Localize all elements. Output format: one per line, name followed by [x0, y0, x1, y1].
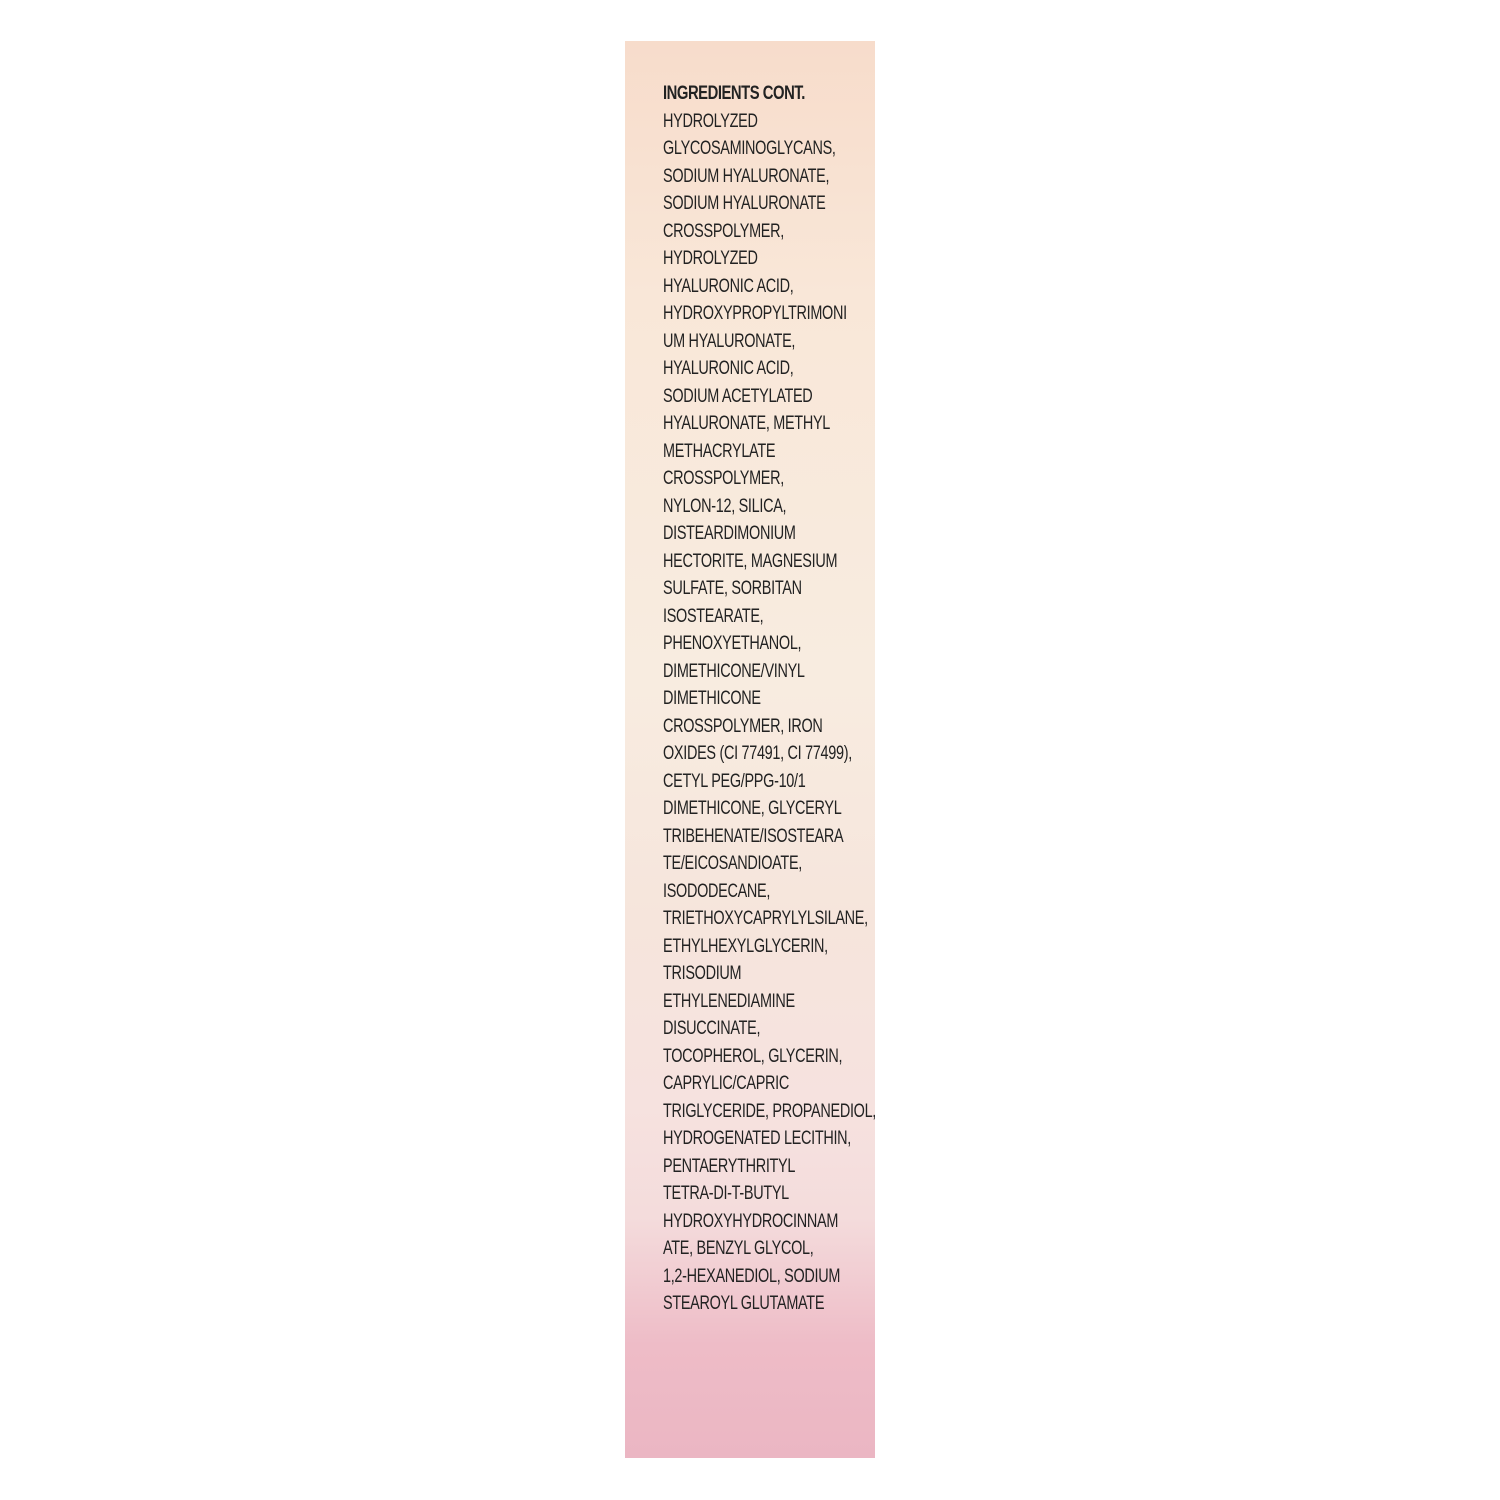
ingredient-line: ATE, BENZYL GLYCOL,	[663, 1238, 814, 1259]
ingredient-line: ISODODECANE,	[663, 880, 771, 902]
ingredient-line: HYDROXYPROPYLTRIMONI	[663, 303, 847, 324]
ingredient-line: ETHYLHEXYLGLYCERIN,	[663, 935, 828, 957]
ingredient-line: HECTORITE, MAGNESIUM	[663, 550, 838, 572]
ingredient-line: PENTAERYTHRITYL	[663, 1155, 796, 1177]
ingredient-line: DIMETHICONE, GLYCERYL	[663, 798, 842, 819]
ingredient-line: TRIGLYCERIDE, PROPANEDIOL,	[663, 1100, 877, 1122]
ingredient-line: HYDROLYZED	[663, 248, 758, 269]
ingredient-line: SODIUM ACETYLATED	[663, 385, 813, 407]
ingredient-line: CROSSPOLYMER, IRON	[663, 715, 823, 737]
ingredient-line: DISUCCINATE,	[663, 1018, 761, 1039]
ingredient-line: HYDROXYHYDROCINNAM	[663, 1210, 839, 1232]
ingredient-line: PHENOXYETHANOL,	[663, 633, 802, 654]
ingredient-line: ETHYLENEDIAMINE	[663, 990, 795, 1012]
ingredient-line: CROSSPOLYMER,	[663, 468, 784, 489]
ingredients-heading: INGREDIENTS CONT.	[663, 83, 805, 104]
ingredients-text-block	[663, 80, 877, 1318]
ingredient-line: TRIETHOXYCAPRYLYLSILANE,	[663, 908, 868, 929]
ingredient-line: OXIDES (CI 77491, CI 77499),	[663, 743, 852, 764]
ingredient-line: HYALURONIC ACID,	[663, 358, 794, 379]
ingredient-line: 1,2-HEXANEDIOL, SODIUM	[663, 1265, 841, 1287]
ingredient-line: SODIUM HYALURONATE,	[663, 165, 830, 187]
ingredient-line: STEAROYL GLUTAMATE	[663, 1293, 825, 1314]
ingredient-line: SODIUM HYALURONATE	[663, 193, 826, 214]
ingredient-line: TETRA-DI-T-BUTYL	[663, 1183, 789, 1204]
ingredient-line: METHACRYLATE	[663, 440, 776, 462]
ingredient-line: CAPRYLIC/CAPRIC	[663, 1073, 789, 1094]
ingredient-line: CETYL PEG/PPG-10/1	[663, 770, 806, 792]
ingredient-line: NYLON-12, SILICA,	[663, 495, 787, 517]
ingredients-list	[663, 108, 877, 1318]
ingredient-line: DIMETHICONE/VINYL	[663, 660, 805, 682]
ingredient-line: HYDROLYZED	[663, 110, 758, 132]
ingredients-label-panel	[625, 41, 875, 1458]
ingredient-line: DIMETHICONE	[663, 688, 761, 709]
ingredient-line: TRIBEHENATE/ISOSTEARA	[663, 825, 844, 847]
ingredient-line: HYDROGENATED LECITHIN,	[663, 1128, 852, 1149]
ingredient-line: CROSSPOLYMER,	[663, 220, 784, 242]
ingredient-line: HYALURONATE, METHYL	[663, 413, 830, 434]
ingredient-line: ISOSTEARATE,	[663, 605, 764, 627]
ingredient-line: TOCOPHEROL, GLYCERIN,	[663, 1045, 843, 1067]
ingredient-line: DISTEARDIMONIUM	[663, 523, 796, 544]
ingredient-line: HYALURONIC ACID,	[663, 275, 794, 297]
ingredient-line: UM HYALURONATE,	[663, 330, 796, 352]
ingredient-line: SULFATE, SORBITAN	[663, 578, 802, 599]
ingredient-line: GLYCOSAMINOGLYCANS,	[663, 138, 836, 159]
ingredient-line: TRISODIUM	[663, 963, 742, 984]
ingredient-line: TE/EICOSANDIOATE,	[663, 853, 802, 874]
